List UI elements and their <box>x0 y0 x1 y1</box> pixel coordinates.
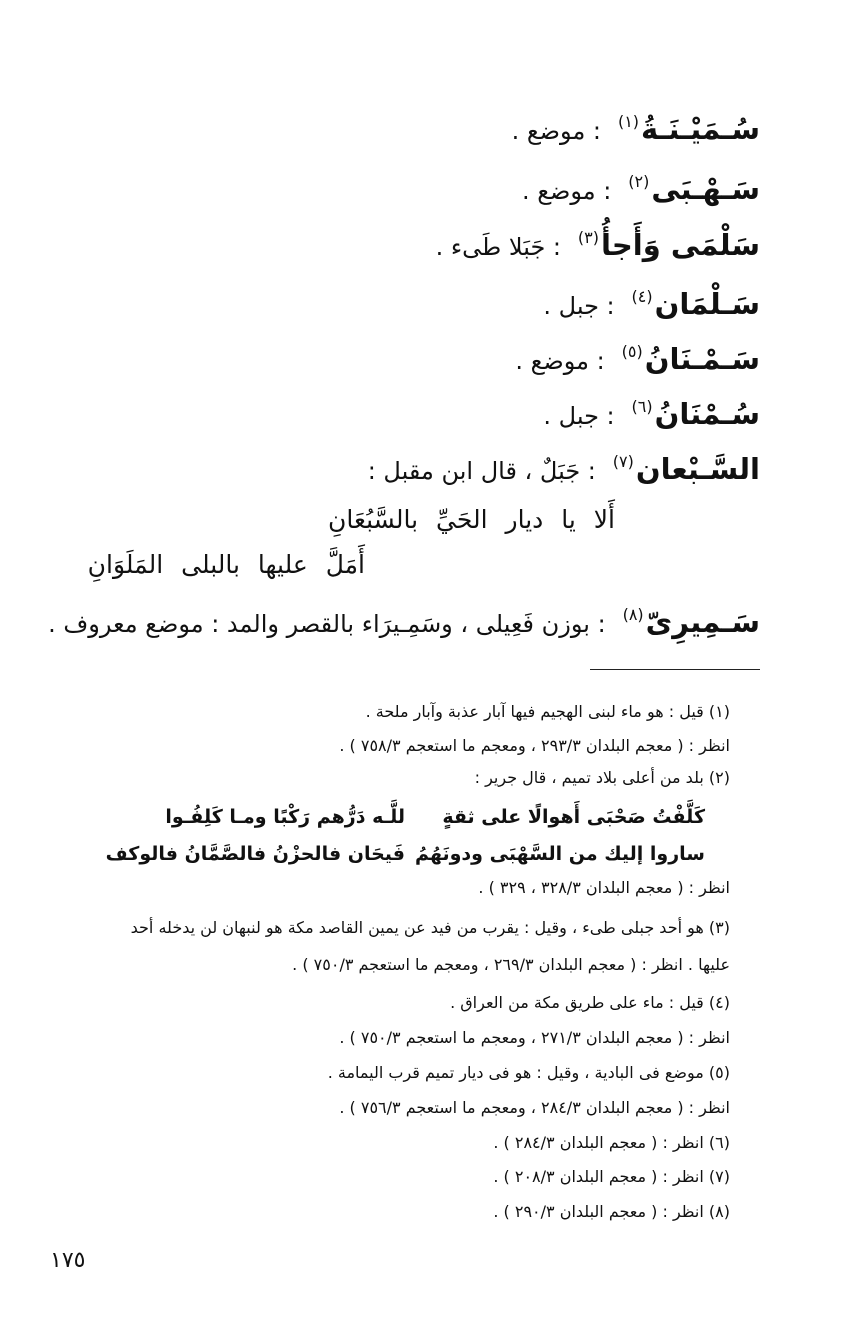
entry-5 <box>80 342 760 376</box>
entry-headword: سَـمِيرِىّ <box>645 605 760 639</box>
footnote-separator <box>590 669 760 670</box>
footnote-7: (٧) انظر : ( معجم البلدان ٢٠٨/٣ ) . <box>493 1167 730 1186</box>
entry-definition: : بوزن فَعِيلى ، وسَمِـيرَاء بالقصر والمد : موضع معروف . <box>48 610 606 638</box>
footnote-2-text: (٢) بلد من أعلى بلاد تميم ، قال جرير : <box>474 768 730 787</box>
footnote-3-ref: عليها . انظر : ( معجم البلدان ٢٦٩/٣ ، ومعجم ما استعجم ٧٥٠/٣ ) . <box>292 955 730 974</box>
entry-definition: : جَبَلٌ ، قال ابن مقبل : <box>367 457 596 485</box>
entry-headword: السَّـبْعان <box>635 452 760 486</box>
footnote-verse-2-left: فَيحَان فالحزْنُ فالصَّمَّانُ فالوكف <box>105 843 405 865</box>
footnote-1-text: (١) قيل : هو ماء لبنى الهجيم فيها آبار عذبة وآبار ملحة . <box>365 702 730 721</box>
footnote-marker: (٢) <box>628 172 650 191</box>
footnote-6: (٦) انظر : ( معجم البلدان ٢٨٤/٣ ) . <box>493 1133 730 1152</box>
footnote-2-ref: انظر : ( معجم البلدان ٣٢٨/٣ ، ٣٢٩ ) . <box>478 878 730 897</box>
footnote-verse-1-right: كَلَّفْتُ صَحْبَى أَهوالًا على ثقةٍ <box>442 806 705 828</box>
footnote-marker: (٤) <box>631 287 653 306</box>
entry-headword: سَـمْـنَانُ <box>644 342 760 376</box>
footnote-marker: (٧) <box>612 452 634 471</box>
footnote-marker: (٦) <box>631 397 653 416</box>
entry-8 <box>40 605 760 639</box>
footnote-verse-2-right: ساروا إليك من السَّهْبَى ودونَهُمُ <box>415 843 705 865</box>
entry-definition: : موضع . <box>511 117 602 145</box>
entry-definition: : جبل . <box>543 402 615 430</box>
footnote-marker: (١) <box>617 112 640 131</box>
entry-7 <box>80 452 760 486</box>
footnote-marker: (٣) <box>577 228 599 247</box>
footnote-3-text: (٣) هو أحد جبلى طىء ، وقيل : يقرب من فيد عن يمين القاصد مكة هو لنبهان لن يدخله أحد <box>130 918 730 937</box>
page-number: ١٧٥ <box>50 1248 86 1273</box>
entry-headword: سَـهْـبَى <box>651 172 760 206</box>
entry-4 <box>80 287 760 321</box>
footnote-5-text: (٥) موضع فى البادية ، وقيل : هو فى ديار تميم قرب اليمامة . <box>327 1063 730 1082</box>
footnote-marker: (٨) <box>622 605 644 624</box>
footnote-8: (٨) انظر : ( معجم البلدان ٢٩٠/٣ ) . <box>493 1202 730 1221</box>
footnote-4-text: (٤) قيل : ماء على طريق مكة من العراق . <box>450 993 730 1012</box>
entry-2 <box>80 172 760 206</box>
entry-definition: : جبل . <box>543 292 615 320</box>
footnote-verse-1-left: للَّـه دَرُّهم رَكْبًا ومـا كَلِفُـوا <box>165 806 405 828</box>
entry-6 <box>80 397 760 431</box>
footnote-1-ref: انظر : ( معجم البلدان ٢٩٣/٣ ، ومعجم ما استعجم ٧٥٨/٣ ) . <box>339 736 730 755</box>
footnote-4-ref: انظر : ( معجم البلدان ٢٧١/٣ ، ومعجم ما استعجم ٧٥٠/٣ ) . <box>339 1028 730 1047</box>
entry-3 <box>80 228 760 262</box>
entry-headword: سُـمَيْـنَـةُ <box>641 112 760 146</box>
entry-headword: سَلْمَى وَأَجأُ <box>601 228 760 262</box>
entry-headword: سُـمْنَانُ <box>654 397 760 431</box>
entry-definition: : موضع . <box>515 347 605 375</box>
entry-1 <box>80 112 760 146</box>
poem-line-2: أَمَلَّ عليها بالبلى المَلَوَانِ <box>87 550 365 579</box>
footnote-5-ref: انظر : ( معجم البلدان ٢٨٤/٣ ، ومعجم ما استعجم ٧٥٦/٣ ) . <box>339 1098 730 1117</box>
entry-headword: سَـلْمَان <box>654 287 760 321</box>
entry-definition: : موضع . <box>521 177 612 205</box>
entry-definition: : جَبَلا طَىء . <box>435 233 561 261</box>
footnote-marker: (٥) <box>621 342 643 361</box>
poem-line-1: أَلا يا ديار الحَيِّ بالسَّبُعَانِ <box>328 505 615 534</box>
